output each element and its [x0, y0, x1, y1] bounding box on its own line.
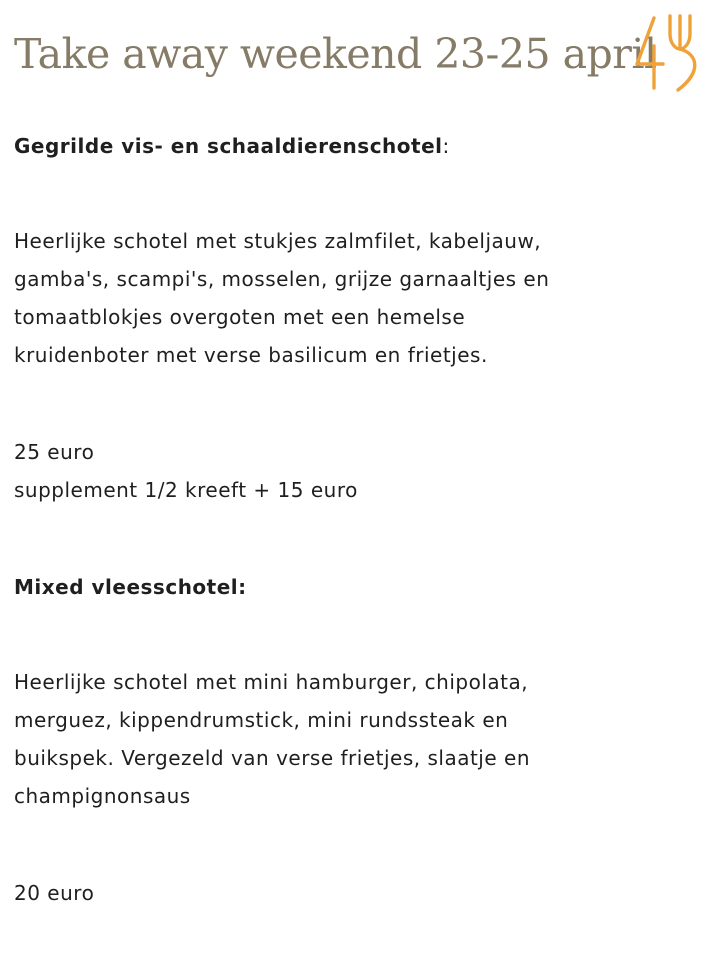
- description-line: tomaatblokjes overgoten met een hemelse: [14, 305, 466, 329]
- dish-fish-platter: [14, 127, 704, 509]
- dish-price: 25 euro: [14, 440, 95, 464]
- menu-content: [14, 127, 704, 912]
- dish-name: Gegrilde vis- en schaaldierenschotel: [14, 134, 443, 158]
- description-line: Heerlijke schotel met stukjes zalmfilet, kabeljauw,: [14, 229, 542, 253]
- dish-name-suffix: :: [442, 134, 450, 158]
- description-line: gamba's, scampi's, mosselen, grijze garnaaltjes en: [14, 267, 550, 291]
- description-line: merguez, kippendrumstick, mini rundssteak en: [14, 708, 509, 732]
- description-line: champignonsaus: [14, 784, 191, 808]
- description-line: kruidenboter met verse basilicum en frietjes.: [14, 343, 488, 367]
- description-line: Heerlijke schotel met mini hamburger, chipolata,: [14, 670, 529, 694]
- page-title: Take away weekend 23-25 april: [14, 30, 657, 78]
- dish-mixed-meat-platter: [14, 568, 704, 912]
- dish-title: [14, 127, 704, 165]
- restaurant-logo-icon: [632, 12, 708, 94]
- description-line: buikspek. Vergezeld van verse frietjes, slaatje en: [14, 746, 531, 770]
- dish-price: 20 euro: [14, 881, 95, 905]
- dish-name: Mixed vleesschotel:: [14, 575, 247, 599]
- dish-supplement: supplement 1/2 kreeft + 15 euro: [14, 478, 358, 502]
